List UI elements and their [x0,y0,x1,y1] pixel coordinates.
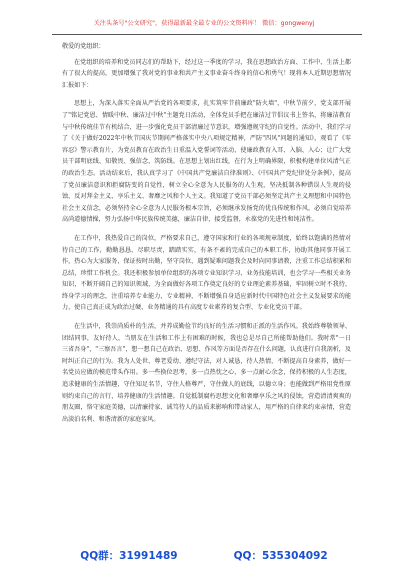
qq-group-text: QQ群：31991489 [80,550,178,562]
salutation: 敬爱的党组织： [62,43,105,50]
footer-contact [0,548,408,563]
paragraph-intro: 在党组织的培养和党员同志们的帮助下，经过这一季度的学习，我在思想政治方面、工作中、生活上都有了很大的提高，更加增强了我对党的事业和共产主义事业奋斗终身的信心和勇气！现将本人近期思想情况汇报如下： [62,58,351,89]
header-divider [52,34,362,35]
qq-number-text: QQ：535304092 [233,550,328,562]
paragraph-work: 在工作中，我热爱自己的岗位，严格要求自己，遵守国家和行业的各项规章制度，始终以饱满的热情对待自己的工作，勤勤恳恳，尽职尽责，踏踏实实，有条不紊的完成自己的本职工作，协助其他同事开展工作，热心为大家服务，保证按时出勤，坚守岗位，遇到疑难问题我会及时向同事请教，注重工作总结积累和总结，珍惜工作机会。我还积极参加单位组织的各项专业知识学习、业务技能培训，也会学习一些相关业务知识，不断开阔自己的知识领域，为全面做好各项工作奠定良好的专业理论素养基础，牢固树立时不我待、终身学习的理念，注重培养专业能力、专业精神，不断增强自身适应新时代中国特色社会主义发展要求的能力，使自己真正成为政治过硬、业务精通的具有高度专业素养的复合型、专业化党员干部。 [62,234,351,312]
paragraph-life: 在生活中，我崇尚质朴的生活，并养成勤俭节约良好的生活习惯和正派的生活作风。我始终尊敬领导、团结同事，友好待人，当朋友在生活和工作上有困难的时候，我也总是尽自己所能帮助他们。我时常"一日三省吾身"，"三察吾言"，想一想自己在政治、思想、作风等方面是否存在什么问题，认真进行自我剖析，及时纠正自己的行为。我为人处世、尊老爱幼、遵纪守法，对人诚恳，待人热情，不断提高自身素养，做好一名党员应做的模范带头作用。多一些换位思考，多一点热忱之心，多一点耐心余念，保持积极的人生态度，追求健康的生活情趣，守住知足名节，守住人格尊严，守住做人的底线，以德立身；也能做到严格用党性原则约束自己的言行，培养健康的生活情趣。自觉抵制腐朽思想文化和奢靡享乐之风的侵蚀，营造清清爽爽的朋友圈，恪守家庭美德，以清廉持家、诚笃待人的品质来影响和带动家人，用严格的自律来约束亲情，营造出淡泊名利、和谐清新的家庭家风。 [62,323,351,423]
paragraph-ideology: 思想上，为深入落实全面从严治党的各项要求，扎实筑牢节前廉政"防火墙"，中秋节前夕，党支部开展了"铭记党恩、情暖中秋、廉洁过中秋"主题党日活动，全体党员手把在廉洁过节倡议书上签名，将廉洁教育与中秋传统佳节有机结合，进一步强化党员干部清廉过节意识，增强遵规守纪的自觉性。活动中，我们学习了《关于做好2022年中秋节国庆节期间严格落实中央八项规定精神，严防"四风"问题的通知》，观看了《零容忍》警示教育片，为党员教育在政治生日重温入党誓词等活动，使廉政教育入耳、入脑、入心；让广大党员干部明底线、知敬畏、强信念，筑防线。在思想上划出红线，在行为上明确界限，积极构建单位风清气正的政治生态。活动结束后，我认真学习了《中国共产党廉洁自律准则》、《中国共产党纪律处分条例》，提高了党员廉洁意识和拒腐防变的自觉性，树立全心全意为人民服务的人生观，坚决抵制各种错误人生观的侵蚀，反对拜金主义、享乐主义、奢靡之风和个人主义。我知道了党员干部必须坚定共产主义理想和中国特色社会主义信念，必须坚持全心全意为人民服务根本宗旨，必须继承发扬党的优良传统和作风，必须自觉培养高尚道德情操，努力弘扬中华民族传统美德，廉洁自律，接受监督，永葆党的先进性和纯洁性。 [62,100,351,224]
header-notice: 关注头条号"公文研究"，获得最新最全最专业的公文资料库！ 微信：gongwenyj [93,20,315,27]
document-body [62,41,351,432]
